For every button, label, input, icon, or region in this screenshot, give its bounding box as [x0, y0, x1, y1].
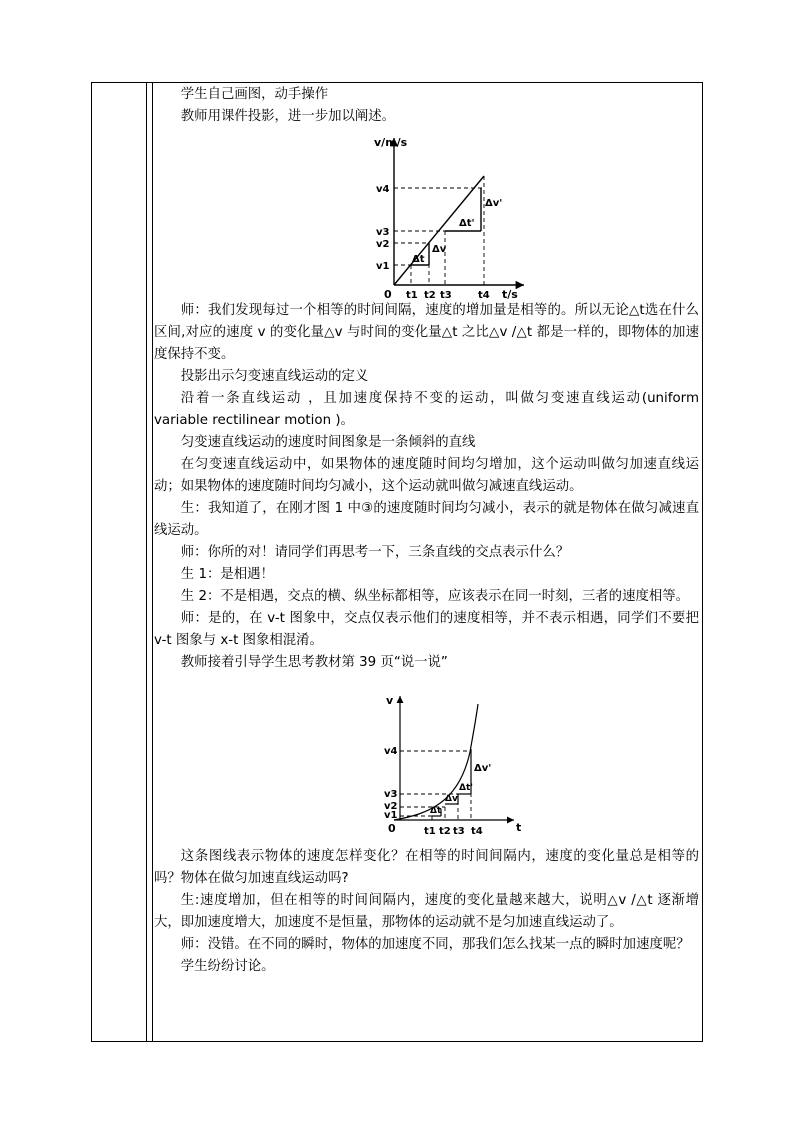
delta-v-label: Δv — [445, 794, 458, 804]
lesson-content — [154, 84, 699, 978]
y-axis-label: v/m/s — [374, 136, 408, 149]
paragraph: 师：你所的对！请同学们再思考一下，三条直线的交点表示什么？ — [180, 545, 570, 560]
x-tick-label: t2 — [439, 826, 451, 837]
paragraph: 师：没错。在不同的瞬时，物体的加速度不同，那我们怎么找某一点的瞬时加速度呢？ — [180, 937, 690, 952]
paragraph: 这条图线表示物体的速度怎样变化？在相等的时间间隔内，速度的变化量总是相等的吗？物体在做匀加速直线运动吗? — [154, 849, 699, 886]
y-tick-label: v4 — [384, 746, 398, 757]
x-tick-label: t4 — [478, 290, 490, 300]
delta-t-label: Δt — [430, 806, 442, 816]
paragraph: 教师接着引导学生思考教材第 39 页“说一说” — [180, 655, 448, 670]
paragraph: 生 1：是相遇！ — [180, 567, 274, 582]
y-tick-label: v1 — [376, 261, 390, 272]
y-tick-label: v2 — [384, 801, 398, 812]
delta-t-prime-label: Δt' — [459, 218, 475, 229]
paragraph: 在匀变速直线运动中，如果物体的速度随时间均匀增加，这个运动叫做匀加速直线运动；如果物体的速度随时间均匀减小，这个运动就叫做匀减速直线运动。 — [154, 457, 699, 494]
origin-label: 0 — [384, 288, 392, 300]
paragraph: 沿着一条直线运动 ，且加速度保持不变的运动，叫做匀变速直线运动(uniform variable rectilinear motion )。 — [154, 391, 699, 428]
table-column-divider — [152, 83, 153, 1041]
y-tick-label: v4 — [376, 184, 390, 195]
paragraph: 师：是的，在 v-t 图象中，交点仅表示他们的速度相等，并不表示相遇，同学们不要把 v-t 图象与 x-t 图象相混淆。 — [154, 611, 699, 648]
paragraph: 投影出示匀变速直线运动的定义 — [180, 369, 369, 384]
x-tick-label: t4 — [471, 826, 483, 837]
vt-graph-curve — [154, 674, 699, 846]
delta-t-prime-label: Δt' — [459, 783, 474, 793]
x-tick-label: t3 — [440, 290, 452, 300]
paragraph: 学生自己画图，动手操作 — [180, 87, 329, 102]
delta-v-prime-label: Δv' — [474, 763, 492, 774]
x-tick-label: t2 — [424, 290, 436, 300]
table-column-divider — [146, 83, 147, 1041]
delta-v-prime-label: Δv' — [485, 198, 503, 209]
paragraph: 生：我知道了，在刚才图 1 中③的速度随时间均匀减小，表示的就是物体在做匀减速直线运动。 — [154, 501, 699, 538]
y-tick-label: v3 — [384, 789, 398, 800]
paragraph: 师：我们发现每过一个相等的时间间隔，速度的增加量是相等的。所以无论△t选在什么区间,对应的速度 v 的变化量△v 与时间的变化量△t 之比△v /△t 都是一样的，即物体的加速度保持不变。 — [154, 303, 699, 362]
paragraph: 教师用课件投影，进一步加以阐述。 — [180, 109, 396, 124]
x-tick-label: t1 — [424, 826, 436, 837]
x-axis-label: t/s — [502, 288, 518, 300]
x-axis-label: t — [516, 821, 522, 834]
x-tick-label: t1 — [406, 290, 418, 300]
origin-label: 0 — [388, 822, 396, 835]
y-tick-label: v3 — [376, 227, 390, 238]
vt-graph-linear — [154, 128, 699, 300]
y-tick-label: v2 — [376, 239, 390, 250]
y-tick-label: v1 — [384, 810, 398, 821]
paragraph: 匀变速直线运动的速度时间图象是一条倾斜的直线 — [180, 435, 476, 450]
paragraph: 学生纷纷讨论。 — [180, 959, 275, 974]
x-tick-label: t3 — [453, 826, 465, 837]
paragraph: 生 2：不是相遇，交点的横、纵坐标都相等，应该表示在同一时刻，三者的速度相等。 — [180, 589, 690, 604]
delta-v-label: Δv — [432, 244, 447, 255]
velocity-curve — [394, 704, 478, 820]
y-axis-label: v — [386, 694, 394, 707]
delta-t-label: Δt — [412, 254, 425, 265]
paragraph: 生:速度增加，但在相等的时间间隔内，速度的变化量越来越大，说明△v /△t 逐渐增大，即加速度增大，加速度不是恒量，那物体的运动就不是匀加速直线运动了。 — [154, 893, 699, 930]
